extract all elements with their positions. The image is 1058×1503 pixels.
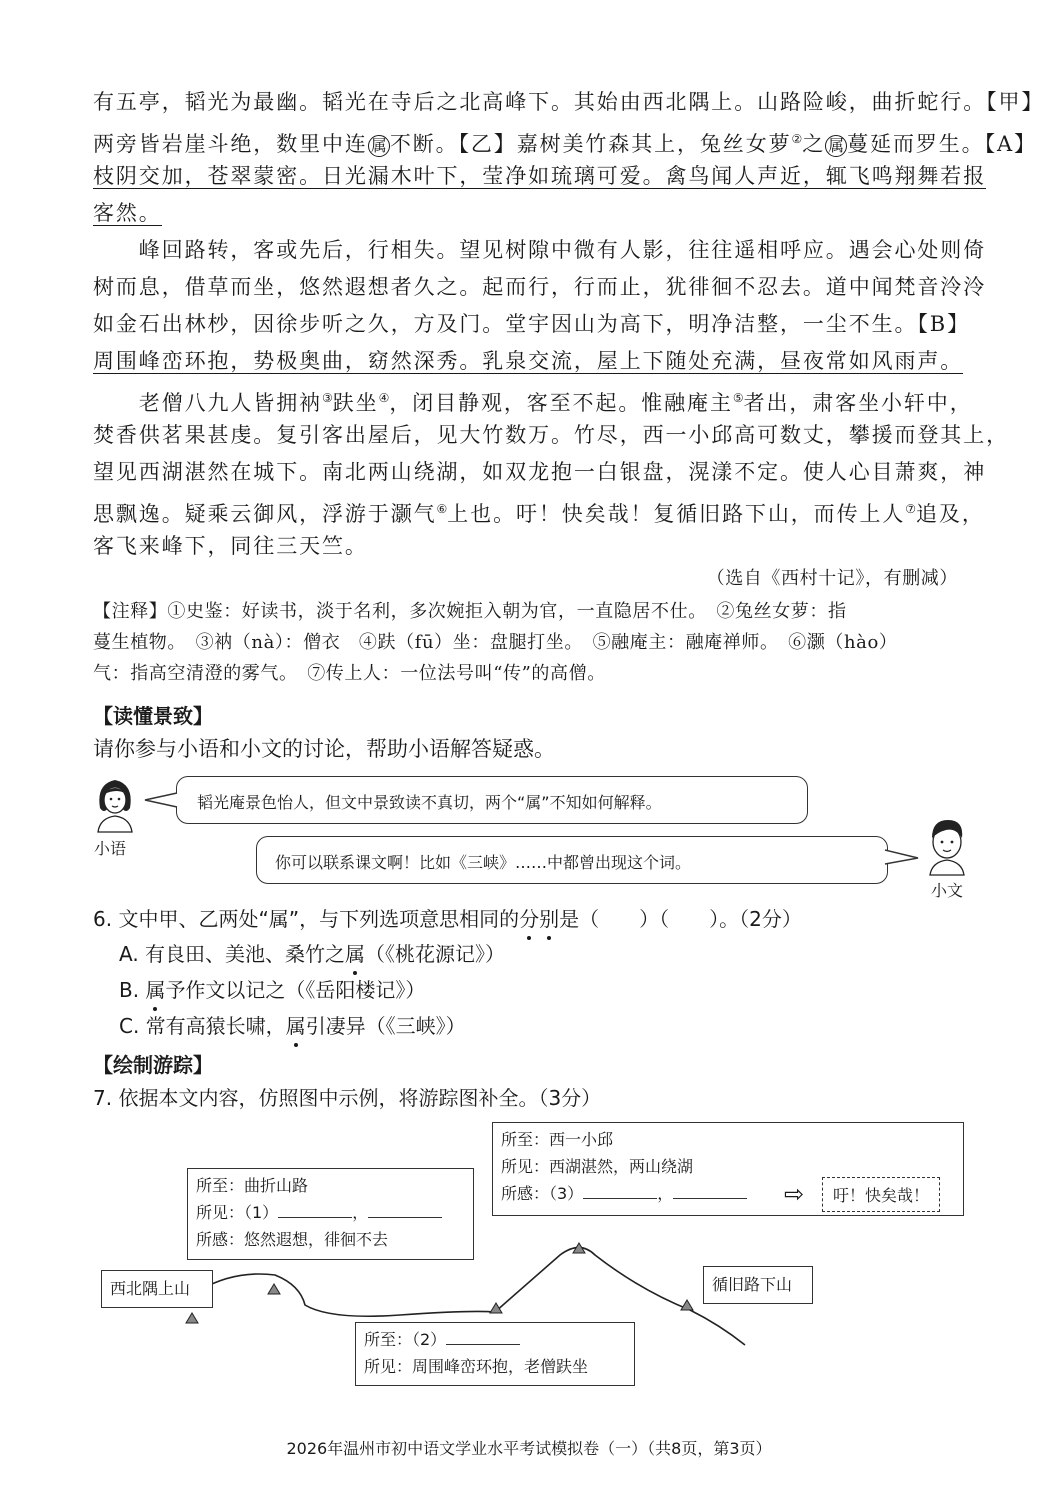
section-heading: 【读懂景致】 xyxy=(93,704,213,728)
answer-blank-1b[interactable] xyxy=(368,1201,442,1218)
emphasis-char: 分 xyxy=(519,907,540,931)
section-heading: 【绘制游踪】 xyxy=(93,1053,213,1077)
xiaoyu-avatar xyxy=(92,774,138,834)
answer-blank-3b[interactable] xyxy=(673,1182,747,1199)
xiaoyu-speech-bubble xyxy=(176,776,808,824)
passage-line xyxy=(93,384,973,417)
footnote-mark: ⑤ xyxy=(732,391,744,405)
xiaowen-speech-bubble xyxy=(256,836,888,884)
answer-blank-1a[interactable] xyxy=(278,1201,352,1218)
text-segment: 两旁皆岩崖斗绝，数里中连 xyxy=(93,132,368,156)
text-segment: 予作文以记之（《岳阳楼记》） xyxy=(165,978,426,1002)
text-segment: ， xyxy=(352,1203,369,1222)
passage-line: 峰回路转，客或先后，行相失。望见树隙中微有人影，往往遥相呼应。遇会心处则倚 xyxy=(93,238,987,262)
text-segment: 老僧八九人皆拥衲 xyxy=(93,391,322,415)
marker-b: 【B】 xyxy=(917,312,971,336)
emphasis-char: 别 xyxy=(539,907,560,931)
footnote-mark: ⑦ xyxy=(905,502,917,516)
xiaoyu-speech-text: 韬光庵景色怡人，但文中景致读不真切，两个“属”不知如何解释。 xyxy=(197,793,662,812)
passage-line: 树而息，借草而坐，悠然遐想者久之。起而行，行而止，犹徘徊不忍去。道中闻梵音泠泠 xyxy=(93,275,987,299)
page-footer: 2026年温州市初中语文学业水平考试模拟卷（一）（共8页，第3页） xyxy=(286,1439,772,1458)
text-segment: ，闭目静观，客至不起。惟融庵主 xyxy=(389,391,733,415)
underlined-sentence-a: 枝阴交加，苍翠蒙密。日光漏木叶下，莹净如琉璃可爱。禽鸟闻人声近，辄飞鸣翔舞若报 xyxy=(93,164,987,188)
passage-line xyxy=(93,310,970,338)
route-end: 循旧路下山 xyxy=(703,1266,813,1304)
passage-line xyxy=(93,162,986,190)
text-segment: 上也。吁！快矣哉！复循旧路下山，而传上人 xyxy=(447,502,906,526)
mountain-marker xyxy=(268,1284,280,1294)
passage-line: 焚香供茗果甚虔。复引客出屋后，见大竹数万。竹尽，西一小邱高可数丈，攀援而登其上， xyxy=(93,423,1009,447)
text-segment: 所见：（1） xyxy=(196,1203,279,1222)
xiaowen-speech-text: 你可以联系课文啊！比如《三峡》……中都曾出现这个词。 xyxy=(275,853,692,872)
text-segment: 追及， xyxy=(916,502,985,526)
xiaoyu-name: 小语 xyxy=(94,839,127,858)
text-segment: 思飘逸。疑乘云御风，浮游于灏气 xyxy=(93,502,437,526)
footnote-mark: ⑥ xyxy=(436,502,448,516)
annotation-line: 气：指高空清澄的雾气。 ⑦传上人：一位法号叫“传”的高僧。 xyxy=(93,663,606,684)
bubble-tail xyxy=(884,848,920,866)
question-7-stem: 7. 依据本文内容，仿照图中示例，将游踪图补全。（3分） xyxy=(93,1086,602,1110)
question-6-option xyxy=(119,940,505,968)
question-6-option xyxy=(119,976,425,1004)
box-line: 所见：周围峰峦环抱，老僧趺坐 xyxy=(364,1357,589,1376)
annotation-line: 蔓生植物。 ③衲（nà）：僧衣 ④趺（fū）坐：盘腿打坐。 ⑤融庵主：融庵禅师。 ⑥灏（hào） xyxy=(93,632,898,653)
source-citation: （选自《西村十记》，有删减） xyxy=(706,568,958,589)
emphasis-char: 属 xyxy=(345,942,366,966)
bubble-tail xyxy=(144,792,178,808)
footnote-mark: ④ xyxy=(378,391,390,405)
answer-blank-2[interactable] xyxy=(446,1328,520,1345)
exclaim-box: 吁！快矣哉！ xyxy=(822,1177,940,1212)
box-line xyxy=(196,1199,465,1226)
underlined-sentence-b: 周围峰峦环抱，势极奥曲，窈然深秀。乳泉交流，屋上下随处充满，昼夜常如风雨声。 xyxy=(93,349,964,373)
text-segment: 所至：（2） xyxy=(364,1330,447,1349)
passage-line xyxy=(93,199,162,227)
question-6-option xyxy=(119,1012,466,1040)
text-segment: 6. 文中甲、乙两处“属”，与下列选项意思相同的 xyxy=(93,907,520,931)
text-segment: ， xyxy=(657,1184,674,1203)
box-line: 所见：西湖湛然，两山绕湖 xyxy=(501,1157,694,1176)
box-line: 所至：曲折山路 xyxy=(196,1176,309,1195)
underlined-sentence-a: 客然。 xyxy=(93,201,162,225)
arrow-icon: ⇨ xyxy=(784,1180,805,1208)
text-segment: 是（ ）（ ）。（2分） xyxy=(559,907,802,931)
text-segment: 蔓延而罗生。【A】 xyxy=(847,132,1037,156)
text-segment: A. 有良田、美池、桑竹之 xyxy=(119,942,346,966)
xiaowen-avatar xyxy=(922,812,972,876)
text-segment: 引凄异（《三峡》） xyxy=(305,1014,466,1038)
box-line: 所感：悠然遐想，徘徊不去 xyxy=(196,1230,389,1249)
text-segment: 之 xyxy=(802,132,826,156)
text-segment: 趺坐 xyxy=(332,391,379,415)
circled-character: 属 xyxy=(368,135,390,157)
passage-line: 有五亭，韬光为最幽。韬光在寺后之北高峰下。其始由西北隅上。山路险峻，曲折蛇行。【甲】 xyxy=(93,90,1045,114)
passage-line xyxy=(93,495,985,528)
route-start: 西北隅上山 xyxy=(101,1270,213,1308)
passage-line xyxy=(93,347,963,375)
stop-box-1 xyxy=(187,1168,474,1260)
circled-character: 属 xyxy=(825,135,847,157)
passage-line: 望见西湖湛然在城下。南北两山绕湖，如双龙抱一白银盘，滉漾不定。使人心目萧爽，神 xyxy=(93,460,987,484)
footnote-mark: ③ xyxy=(322,391,333,405)
box-line xyxy=(364,1326,626,1353)
section-intro: 请你参与小语和小文的讨论，帮助小语解答疑惑。 xyxy=(93,737,555,761)
text-segment: （《桃花源记》） xyxy=(365,942,506,966)
text-segment: 者出，肃客坐小轩中， xyxy=(743,391,973,415)
xiaowen-name: 小文 xyxy=(931,881,964,900)
question-6-stem xyxy=(93,905,802,933)
emphasis-char: 属 xyxy=(285,1014,306,1038)
text-segment: 所感：（3） xyxy=(501,1184,584,1203)
footnote-mark: ② xyxy=(791,132,803,146)
text-segment: B. xyxy=(119,978,146,1002)
answer-blank-3a[interactable] xyxy=(583,1182,657,1199)
passage-line xyxy=(93,125,1037,158)
mountain-marker xyxy=(186,1313,198,1323)
emphasis-char: 属 xyxy=(145,978,166,1002)
text-segment: 不断。【乙】嘉树美竹森其上，兔丝女萝 xyxy=(389,132,792,156)
passage-line: 客飞来峰下，同往三天竺。 xyxy=(93,534,368,558)
annotation-line: 【注释】①史鉴：好读书，淡于名利，多次婉拒入朝为官，一直隐居不仕。 ②兔丝女萝：指 xyxy=(93,601,847,622)
mountain-marker xyxy=(681,1300,693,1310)
box-line: 所至：西一小邱 xyxy=(501,1130,614,1149)
stop-box-2 xyxy=(355,1322,635,1386)
text-segment: C. 常有高猿长啸， xyxy=(119,1014,286,1038)
text-segment: 如金石出林杪，因徐步听之久，方及门。堂宇因山为高下，明净洁整，一尘不生。 xyxy=(93,312,918,336)
